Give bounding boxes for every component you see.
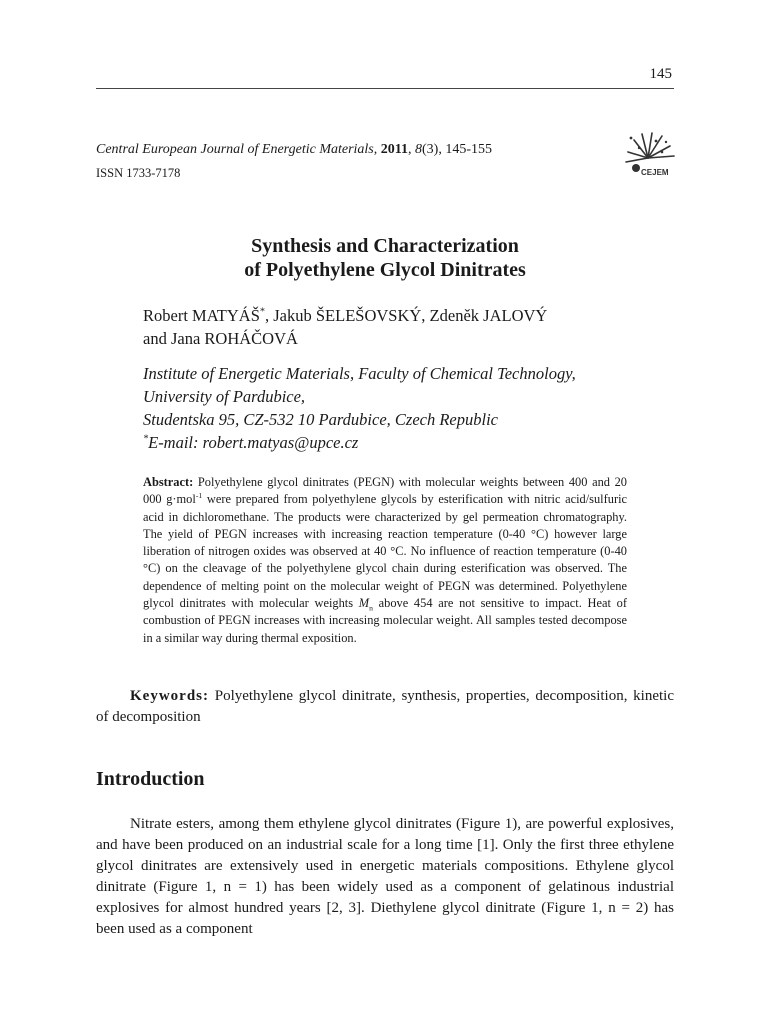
email: E-mail: robert.matyas@upce.cz	[148, 433, 359, 452]
abstract-text-3: above 454 are not sensitive to impact. Heat of combustion of PEGN increases with increasing molecular weight. All samples tested decompose in a similar way during thermal exposition.	[143, 596, 627, 645]
mn-symbol: M	[358, 596, 370, 611]
author-1: Robert MATYÁŠ	[143, 306, 260, 325]
keywords-label: Keywords:	[130, 688, 209, 704]
citation-comma: ,	[438, 142, 446, 157]
journal-volume: 8	[415, 142, 422, 157]
journal-year: 2011	[380, 142, 408, 157]
abstract-text-1: Polyethylene glycol dinitrates (PEGN) with molecular weights between 400 and 20 000 g·mol	[143, 475, 627, 507]
affiliation-line-1: Institute of Energetic Materials, Faculty of Chemical Technology,	[143, 364, 576, 383]
authors-rest: , Jakub ŠELEŠOVSKÝ, Zdeněk JALOVÝ	[265, 306, 548, 325]
abstract	[143, 474, 627, 647]
unit-superscript: -1	[195, 491, 203, 501]
section-heading-introduction: Introduction	[96, 768, 205, 790]
logo-text: CEJEM	[641, 168, 669, 177]
email-mark: *	[143, 433, 149, 445]
affiliation-line-3: Studentska 95, CZ-532 10 Pardubice, Czech Republic	[143, 410, 498, 429]
corresponding-mark: *	[259, 306, 265, 318]
journal-pages: 145-155	[445, 142, 492, 157]
journal-name: Central European Journal of Energetic Materials	[96, 142, 374, 157]
cejem-logo	[622, 130, 678, 180]
title-line-2: of Polyethylene Glycol Dinitrates	[244, 259, 526, 281]
authors-line-2: and Jana ROHÁČOVÁ	[143, 329, 298, 348]
email-line	[143, 431, 683, 454]
journal-citation	[96, 142, 492, 158]
abstract-text-2: were prepared from polyethylene glycols by esterification with nitric acid/sulfuric acid in dichloromethane. The products were characterized by gel permeation chromatography. The yield of PEGN increases with increasing reaction temperature (0-40 °C) however large liberation of nitrogen oxides was observed at 40 °C. No influence of reaction temperature (0-40 °C) on the cleavage of the polyethylene glycol chain during esterification was observed. The dependence of melting point on the molecular weight of PEGN was determined. Polyethylene glycol dinitrates with molecular weights	[143, 492, 628, 611]
affiliation-line-2: University of Pardubice,	[143, 387, 306, 406]
keywords-text: Polyethylene glycol dinitrate, synthesis, properties, decomposition, kinetic of decomposition	[96, 688, 674, 725]
mn-subscript: n	[369, 603, 373, 613]
keywords	[96, 686, 674, 728]
journal-issue: (3)	[422, 142, 439, 157]
introduction-paragraph: Nitrate esters, among them ethylene glycol dinitrates (Figure 1), are powerful explosives, and have been produced on an industrial scale for a long time [1]. Only the first three ethylene glycol dinitrates are extensively used in energetic materials compositions. Ethylene glycol dinitrate (Figure 1, n = 1) has been widely used as a component of gelatinous industrial explosives for almost hundred years [2, 3]. Diethylene glycol dinitrate (Figure 1, n = 2) has been used as a component	[96, 816, 674, 937]
author-list	[143, 304, 674, 350]
paper-title	[96, 234, 674, 282]
title-line-1: Synthesis and Characterization	[251, 235, 519, 257]
citation-comma: ,	[373, 142, 381, 157]
page-number: 145	[649, 66, 672, 82]
issn: ISSN 1733-7178	[96, 166, 181, 180]
abstract-label: Abstract:	[143, 475, 194, 489]
header-rule	[96, 88, 674, 89]
citation-comma: ,	[408, 142, 415, 157]
affiliation	[143, 362, 683, 454]
